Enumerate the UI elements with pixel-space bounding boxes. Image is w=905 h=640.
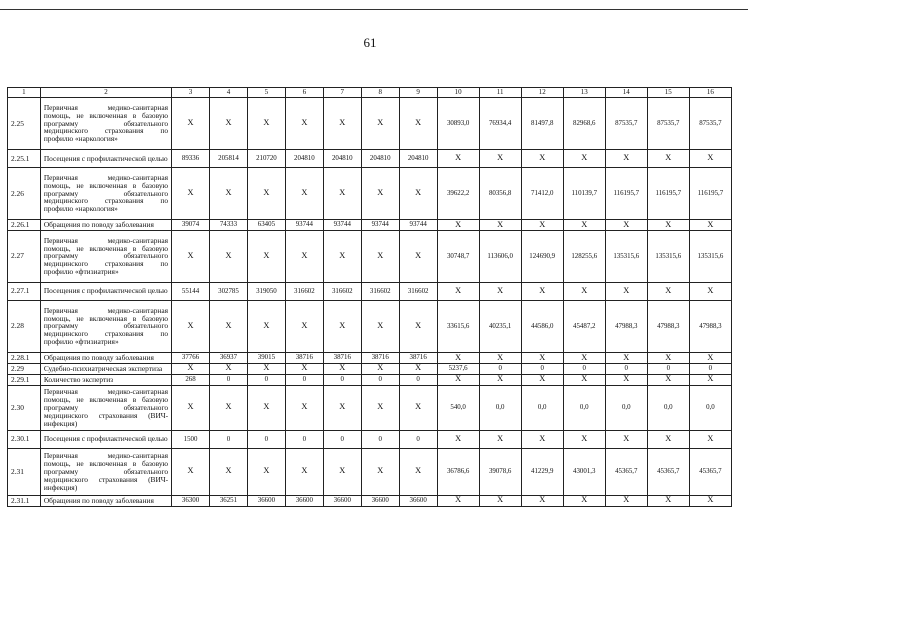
cell-col-3: Х	[172, 448, 210, 495]
cell-col-12: Х	[521, 495, 563, 506]
cell-col-11: Х	[479, 495, 521, 506]
cell-col-15: 47988,3	[647, 300, 689, 352]
cell-col-13: Х	[563, 374, 605, 385]
row-code: 2.25.1	[8, 150, 41, 168]
cell-col-4: Х	[210, 363, 248, 374]
cell-col-9: 93744	[399, 220, 437, 231]
cell-col-6: Х	[285, 168, 323, 220]
col-header-1: 1	[8, 88, 41, 98]
row-description: Обращения по поводу заболевания	[40, 352, 171, 363]
row-code: 2.28	[8, 300, 41, 352]
cell-col-12: Х	[521, 150, 563, 168]
cell-col-16: 47988,3	[689, 300, 731, 352]
cell-col-15: Х	[647, 374, 689, 385]
cell-col-4: 74333	[210, 220, 248, 231]
cell-col-8: 0	[361, 374, 399, 385]
cell-col-13: Х	[563, 150, 605, 168]
cell-col-16: 135315,6	[689, 230, 731, 282]
cell-col-6: Х	[285, 230, 323, 282]
cell-col-7: 0	[323, 374, 361, 385]
page-number: 61	[363, 35, 377, 50]
cell-col-4: 0	[210, 374, 248, 385]
cell-col-3: Х	[172, 300, 210, 352]
table-row	[8, 495, 732, 506]
cell-col-16: 116195,7	[689, 168, 731, 220]
cell-col-6: 316602	[285, 282, 323, 300]
row-description: Первичная медико-санитарная помощь, не включенная в базовую программу обязательного медицинского страхования по профилю «фтизиатрия»	[40, 230, 171, 282]
col-header-16: 16	[689, 88, 731, 98]
cell-col-12: 41229,9	[521, 448, 563, 495]
row-code: 2.27.1	[8, 282, 41, 300]
cell-col-9: 204810	[399, 150, 437, 168]
cell-col-7: Х	[323, 98, 361, 150]
budget-table	[7, 87, 732, 507]
cell-col-6: 93744	[285, 220, 323, 231]
col-header-3: 3	[172, 88, 210, 98]
cell-col-15: 45365,7	[647, 448, 689, 495]
cell-col-16: Х	[689, 374, 731, 385]
cell-col-16: Х	[689, 220, 731, 231]
cell-col-12: 124690,9	[521, 230, 563, 282]
cell-col-11: 40235,1	[479, 300, 521, 352]
cell-col-5: Х	[247, 300, 285, 352]
col-header-14: 14	[605, 88, 647, 98]
cell-col-4: 302785	[210, 282, 248, 300]
cell-col-4: Х	[210, 300, 248, 352]
cell-col-5: Х	[247, 168, 285, 220]
cell-col-10: Х	[437, 430, 479, 448]
row-code: 2.29	[8, 363, 41, 374]
cell-col-6: 0	[285, 374, 323, 385]
row-description: Обращения по поводу заболевания	[40, 495, 171, 506]
cell-col-15: 0	[647, 363, 689, 374]
cell-col-13: 110139,7	[563, 168, 605, 220]
row-description: Первичная медико-санитарная помощь, не включенная в базовую программу обязательного медицинского страхования (ВИЧ-инфекция)	[40, 448, 171, 495]
cell-col-14: Х	[605, 282, 647, 300]
cell-col-7: 93744	[323, 220, 361, 231]
table-row	[8, 352, 732, 363]
cell-col-8: 0	[361, 430, 399, 448]
cell-col-12: 71412,0	[521, 168, 563, 220]
col-header-15: 15	[647, 88, 689, 98]
row-description: Первичная медико-санитарная помощь, не включенная в базовую программу обязательного медицинского страхования (ВИЧ-инфекция)	[40, 385, 171, 430]
table-row	[8, 374, 732, 385]
cell-col-12: 44586,0	[521, 300, 563, 352]
cell-col-7: Х	[323, 385, 361, 430]
cell-col-16: Х	[689, 430, 731, 448]
table-row	[8, 363, 732, 374]
cell-col-5: Х	[247, 448, 285, 495]
cell-col-15: 135315,6	[647, 230, 689, 282]
cell-col-14: 45365,7	[605, 448, 647, 495]
cell-col-8: 316602	[361, 282, 399, 300]
cell-col-14: 0,0	[605, 385, 647, 430]
cell-col-6: 38716	[285, 352, 323, 363]
cell-col-8: 36600	[361, 495, 399, 506]
cell-col-11: Х	[479, 150, 521, 168]
table-row	[8, 448, 732, 495]
cell-col-8: Х	[361, 363, 399, 374]
cell-col-14: 87535,7	[605, 98, 647, 150]
cell-col-7: 38716	[323, 352, 361, 363]
cell-col-11: Х	[479, 220, 521, 231]
cell-col-6: 204810	[285, 150, 323, 168]
cell-col-7: 204810	[323, 150, 361, 168]
cell-col-12: Х	[521, 220, 563, 231]
cell-col-6: Х	[285, 448, 323, 495]
cell-col-10: 5237,6	[437, 363, 479, 374]
col-header-4: 4	[210, 88, 248, 98]
cell-col-10: 33615,6	[437, 300, 479, 352]
cell-col-14: Х	[605, 220, 647, 231]
cell-col-9: Х	[399, 300, 437, 352]
cell-col-13: Х	[563, 282, 605, 300]
cell-col-4: Х	[210, 230, 248, 282]
table-row	[8, 168, 732, 220]
cell-col-7: Х	[323, 230, 361, 282]
col-header-10: 10	[437, 88, 479, 98]
row-code: 2.31	[8, 448, 41, 495]
cell-col-5: 210720	[247, 150, 285, 168]
cell-col-12: Х	[521, 430, 563, 448]
cell-col-11: 0	[479, 363, 521, 374]
row-description: Количество экспертиз	[40, 374, 171, 385]
cell-col-3: 37766	[172, 352, 210, 363]
cell-col-11: 76934,4	[479, 98, 521, 150]
cell-col-5: Х	[247, 363, 285, 374]
cell-col-9: Х	[399, 385, 437, 430]
cell-col-8: 93744	[361, 220, 399, 231]
cell-col-9: 316602	[399, 282, 437, 300]
cell-col-3: Х	[172, 385, 210, 430]
cell-col-3: Х	[172, 363, 210, 374]
row-code: 2.29.1	[8, 374, 41, 385]
table-row	[8, 220, 732, 231]
cell-col-15: 116195,7	[647, 168, 689, 220]
cell-col-12: Х	[521, 282, 563, 300]
cell-col-5: Х	[247, 230, 285, 282]
cell-col-8: Х	[361, 448, 399, 495]
cell-col-16: 0	[689, 363, 731, 374]
cell-col-16: Х	[689, 150, 731, 168]
cell-col-6: 36600	[285, 495, 323, 506]
cell-col-15: 0,0	[647, 385, 689, 430]
cell-col-10: 36786,6	[437, 448, 479, 495]
cell-col-7: 36600	[323, 495, 361, 506]
cell-col-14: Х	[605, 150, 647, 168]
cell-col-7: Х	[323, 448, 361, 495]
cell-col-15: Х	[647, 430, 689, 448]
col-header-7: 7	[323, 88, 361, 98]
row-description: Судебно-психиатрическая экспертиза	[40, 363, 171, 374]
cell-col-9: Х	[399, 168, 437, 220]
cell-col-8: 38716	[361, 352, 399, 363]
cell-col-3: 268	[172, 374, 210, 385]
header-row	[8, 88, 732, 98]
cell-col-15: 87535,7	[647, 98, 689, 150]
cell-col-7: 0	[323, 430, 361, 448]
row-description: Первичная медико-санитарная помощь, не включенная в базовую программу обязательного медицинского страхования по профилю «фтизиатрия»	[40, 300, 171, 352]
col-header-2: 2	[40, 88, 171, 98]
top-rule	[0, 9, 748, 10]
cell-col-5: 0	[247, 430, 285, 448]
cell-col-3: 55144	[172, 282, 210, 300]
cell-col-11: 80356,8	[479, 168, 521, 220]
row-description: Первичная медико-санитарная помощь, не включенная в базовую программу обязательного медицинского страхования по профилю «наркология»	[40, 168, 171, 220]
cell-col-5: Х	[247, 98, 285, 150]
cell-col-6: 0	[285, 430, 323, 448]
cell-col-9: 36600	[399, 495, 437, 506]
table-row	[8, 98, 732, 150]
row-description: Посещения с профилактической целью	[40, 150, 171, 168]
cell-col-13: 0	[563, 363, 605, 374]
cell-col-12: Х	[521, 352, 563, 363]
cell-col-13: 43001,3	[563, 448, 605, 495]
cell-col-9: Х	[399, 230, 437, 282]
cell-col-10: 30748,7	[437, 230, 479, 282]
cell-col-13: 45487,2	[563, 300, 605, 352]
cell-col-7: 316602	[323, 282, 361, 300]
cell-col-9: Х	[399, 363, 437, 374]
cell-col-15: Х	[647, 150, 689, 168]
row-code: 2.30	[8, 385, 41, 430]
cell-col-10: Х	[437, 282, 479, 300]
table-row	[8, 150, 732, 168]
cell-col-16: Х	[689, 282, 731, 300]
cell-col-11: Х	[479, 430, 521, 448]
table-row	[8, 430, 732, 448]
cell-col-5: Х	[247, 385, 285, 430]
cell-col-5: 36600	[247, 495, 285, 506]
cell-col-8: Х	[361, 300, 399, 352]
cell-col-9: Х	[399, 448, 437, 495]
col-header-8: 8	[361, 88, 399, 98]
cell-col-7: Х	[323, 300, 361, 352]
row-code: 2.31.1	[8, 495, 41, 506]
col-header-5: 5	[247, 88, 285, 98]
cell-col-13: Х	[563, 430, 605, 448]
cell-col-3: Х	[172, 230, 210, 282]
col-header-6: 6	[285, 88, 323, 98]
cell-col-4: 36937	[210, 352, 248, 363]
cell-col-8: 204810	[361, 150, 399, 168]
cell-col-11: Х	[479, 374, 521, 385]
cell-col-13: 0,0	[563, 385, 605, 430]
cell-col-10: Х	[437, 220, 479, 231]
cell-col-16: Х	[689, 352, 731, 363]
cell-col-4: Х	[210, 448, 248, 495]
table-row	[8, 282, 732, 300]
cell-col-11: Х	[479, 352, 521, 363]
cell-col-13: Х	[563, 495, 605, 506]
cell-col-3: Х	[172, 98, 210, 150]
cell-col-3: 89336	[172, 150, 210, 168]
cell-col-10: Х	[437, 495, 479, 506]
cell-col-14: 47988,3	[605, 300, 647, 352]
cell-col-4: Х	[210, 168, 248, 220]
cell-col-8: Х	[361, 168, 399, 220]
cell-col-15: Х	[647, 352, 689, 363]
cell-col-5: 0	[247, 374, 285, 385]
col-header-12: 12	[521, 88, 563, 98]
cell-col-6: Х	[285, 363, 323, 374]
cell-col-16: 0,0	[689, 385, 731, 430]
cell-col-4: 36251	[210, 495, 248, 506]
col-header-13: 13	[563, 88, 605, 98]
cell-col-13: Х	[563, 220, 605, 231]
cell-col-9: 0	[399, 430, 437, 448]
cell-col-16: 87535,7	[689, 98, 731, 150]
row-code: 2.26.1	[8, 220, 41, 231]
cell-col-12: 81497,8	[521, 98, 563, 150]
cell-col-10: Х	[437, 352, 479, 363]
cell-col-4: 205814	[210, 150, 248, 168]
row-code: 2.27	[8, 230, 41, 282]
cell-col-9: 0	[399, 374, 437, 385]
row-description: Посещения с профилактической целью	[40, 282, 171, 300]
cell-col-14: 135315,6	[605, 230, 647, 282]
cell-col-4: 0	[210, 430, 248, 448]
cell-col-9: Х	[399, 98, 437, 150]
cell-col-8: Х	[361, 98, 399, 150]
cell-col-11: 0,0	[479, 385, 521, 430]
cell-col-8: Х	[361, 385, 399, 430]
cell-col-10: 30893,0	[437, 98, 479, 150]
cell-col-13: 128255,6	[563, 230, 605, 282]
col-header-11: 11	[479, 88, 521, 98]
row-code: 2.25	[8, 98, 41, 150]
table-row	[8, 230, 732, 282]
cell-col-12: 0,0	[521, 385, 563, 430]
cell-col-14: Х	[605, 430, 647, 448]
row-description: Обращения по поводу заболевания	[40, 220, 171, 231]
row-code: 2.26	[8, 168, 41, 220]
row-description: Посещения с профилактической целью	[40, 430, 171, 448]
row-code: 2.30.1	[8, 430, 41, 448]
cell-col-13: Х	[563, 352, 605, 363]
cell-col-14: Х	[605, 374, 647, 385]
table-row	[8, 385, 732, 430]
cell-col-7: Х	[323, 168, 361, 220]
row-description: Первичная медико-санитарная помощь, не включенная в базовую программу обязательного медицинского страхования по профилю «наркология»	[40, 98, 171, 150]
cell-col-15: Х	[647, 282, 689, 300]
cell-col-3: 1500	[172, 430, 210, 448]
table-row	[8, 300, 732, 352]
cell-col-6: Х	[285, 300, 323, 352]
cell-col-3: Х	[172, 168, 210, 220]
cell-col-11: Х	[479, 282, 521, 300]
cell-col-13: 82968,6	[563, 98, 605, 150]
cell-col-14: 0	[605, 363, 647, 374]
cell-col-9: 38716	[399, 352, 437, 363]
cell-col-4: Х	[210, 98, 248, 150]
cell-col-4: Х	[210, 385, 248, 430]
cell-col-12: Х	[521, 374, 563, 385]
cell-col-6: Х	[285, 98, 323, 150]
cell-col-12: 0	[521, 363, 563, 374]
cell-col-14: Х	[605, 352, 647, 363]
cell-col-10: 540,0	[437, 385, 479, 430]
cell-col-5: 39015	[247, 352, 285, 363]
cell-col-8: Х	[361, 230, 399, 282]
row-code: 2.28.1	[8, 352, 41, 363]
cell-col-15: Х	[647, 495, 689, 506]
cell-col-5: 319050	[247, 282, 285, 300]
cell-col-16: 45365,7	[689, 448, 731, 495]
table-body	[8, 98, 732, 507]
cell-col-7: Х	[323, 363, 361, 374]
cell-col-10: 39622,2	[437, 168, 479, 220]
cell-col-11: 113606,0	[479, 230, 521, 282]
cell-col-6: Х	[285, 385, 323, 430]
cell-col-14: Х	[605, 495, 647, 506]
cell-col-14: 116195,7	[605, 168, 647, 220]
cell-col-10: Х	[437, 374, 479, 385]
cell-col-3: 39074	[172, 220, 210, 231]
cell-col-3: 36300	[172, 495, 210, 506]
cell-col-16: Х	[689, 495, 731, 506]
cell-col-10: Х	[437, 150, 479, 168]
col-header-9: 9	[399, 88, 437, 98]
cell-col-15: Х	[647, 220, 689, 231]
cell-col-5: 63405	[247, 220, 285, 231]
cell-col-11: 39078,6	[479, 448, 521, 495]
